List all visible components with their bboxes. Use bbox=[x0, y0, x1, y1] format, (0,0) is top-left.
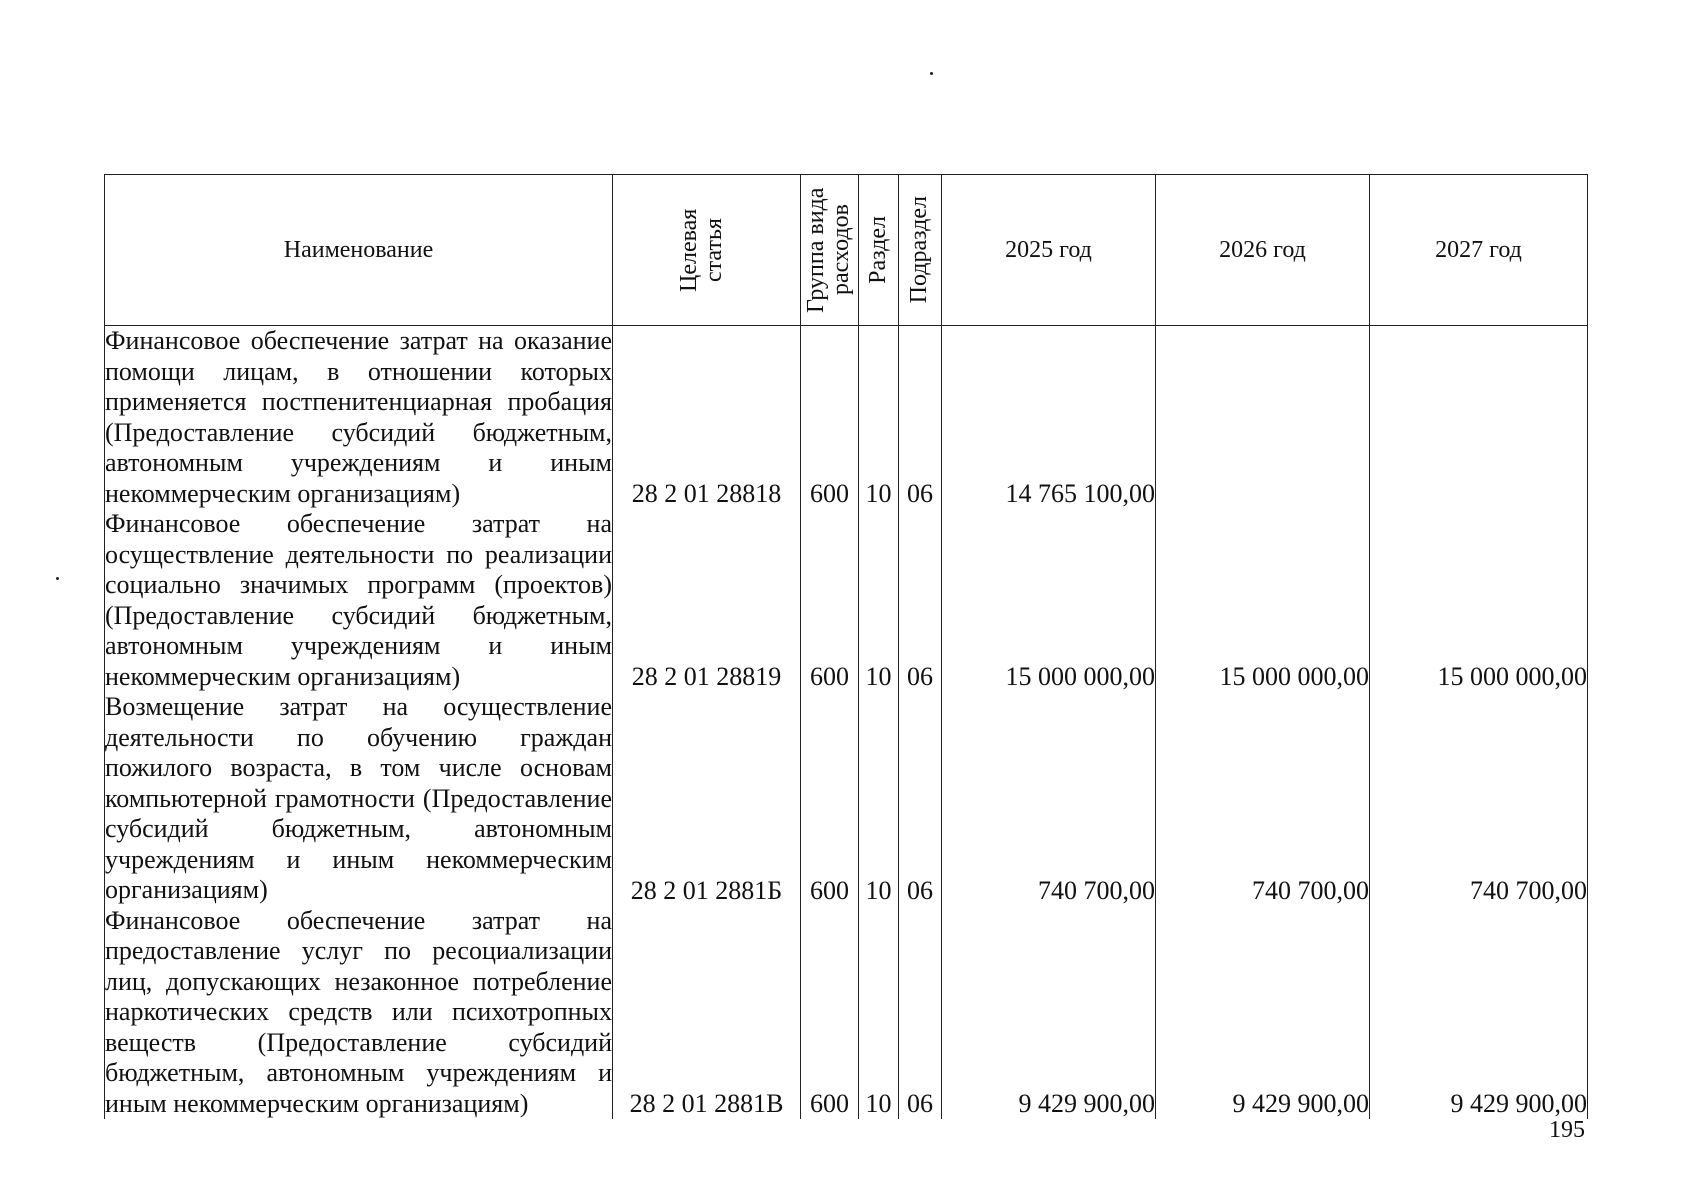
row-group: 600 bbox=[801, 326, 859, 510]
row-2027: 9 429 900,00 bbox=[1370, 906, 1588, 1120]
row-group: 600 bbox=[801, 509, 859, 692]
row-2025: 740 700,00 bbox=[942, 692, 1156, 906]
row-2026: 740 700,00 bbox=[1156, 692, 1370, 906]
header-row bbox=[105, 175, 1588, 326]
header-target: Целевая статья bbox=[613, 175, 801, 326]
row-2026 bbox=[1156, 326, 1370, 510]
row-name: Финансовое обеспечение затрат на осуществление деятельности по реализации социально значимых программ (проектов) (Предоставление субсидий бюджетным, автономным учреждениям и иным некоммерческим организациям) bbox=[105, 509, 612, 691]
row-subsection: 06 bbox=[899, 509, 942, 692]
header-2027: 2027 год bbox=[1370, 175, 1588, 326]
table-row bbox=[105, 326, 1588, 510]
row-2025: 15 000 000,00 bbox=[942, 509, 1156, 692]
header-group: Группа вида расходов bbox=[801, 175, 859, 326]
header-2026: 2026 год bbox=[1156, 175, 1370, 326]
row-group: 600 bbox=[801, 906, 859, 1120]
row-target: 28 2 01 2881Б bbox=[613, 692, 801, 906]
header-subsection: Подраздел bbox=[899, 175, 942, 326]
header-section: Раздел bbox=[859, 175, 899, 326]
row-subsection: 06 bbox=[899, 326, 942, 510]
row-2026: 9 429 900,00 bbox=[1156, 906, 1370, 1120]
header-2025: 2025 год bbox=[942, 175, 1156, 326]
table-row bbox=[105, 906, 1588, 1120]
row-2027 bbox=[1370, 326, 1588, 510]
row-2025: 14 765 100,00 bbox=[942, 326, 1156, 510]
row-section: 10 bbox=[859, 509, 899, 692]
row-section: 10 bbox=[859, 906, 899, 1120]
header-name: Наименование bbox=[105, 175, 613, 326]
row-name: Финансовое обеспечение затрат на оказание помощи лицам, в отношении которых применяется постпенитенциарная пробация (Предоставление субсидий бюджетным, автономным учреждениям и иным некоммерческим организациям) bbox=[105, 326, 612, 508]
row-name: Возмещение затрат на осуществление деятельности по обучению граждан пожилого возраста, в том числе основам компьютерной грамотности (Предоставление субсидий бюджетным, автономным учреждениям и иным некоммерческим организациям) bbox=[105, 692, 612, 904]
table-row bbox=[105, 692, 1588, 906]
row-section: 10 bbox=[859, 326, 899, 510]
page-number: 195 bbox=[1549, 1117, 1585, 1143]
row-target: 28 2 01 2881В bbox=[613, 906, 801, 1120]
row-group: 600 bbox=[801, 692, 859, 906]
row-target: 28 2 01 28819 bbox=[613, 509, 801, 692]
scan-speck bbox=[56, 577, 59, 580]
scan-speck bbox=[930, 72, 933, 75]
row-subsection: 06 bbox=[899, 906, 942, 1120]
row-2027: 740 700,00 bbox=[1370, 692, 1588, 906]
row-name: Финансовое обеспечение затрат на предоставление услуг по ресоциализации лиц, допускающих незаконное потребление наркотических средств или психотропных веществ (Предоставление субсидий бюджетным, автономным учреждениям и иным некоммерческим организациям) bbox=[105, 905, 612, 1118]
row-section: 10 bbox=[859, 692, 899, 906]
row-2027: 15 000 000,00 bbox=[1370, 509, 1588, 692]
row-target: 28 2 01 28818 bbox=[613, 326, 801, 510]
table-row bbox=[105, 509, 1588, 692]
row-2025: 9 429 900,00 bbox=[942, 906, 1156, 1120]
row-subsection: 06 bbox=[899, 692, 942, 906]
budget-table bbox=[104, 174, 1588, 1119]
row-2026: 15 000 000,00 bbox=[1156, 509, 1370, 692]
